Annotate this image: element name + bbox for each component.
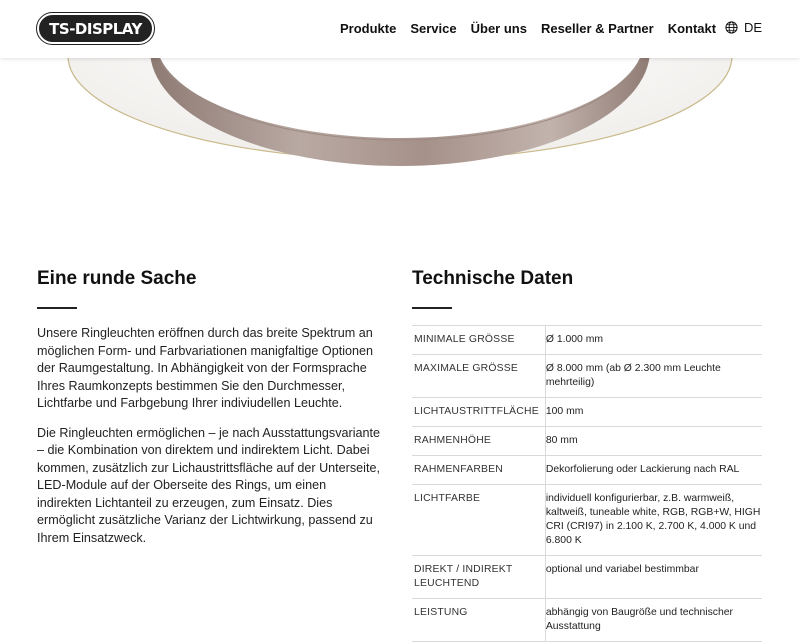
nav-produkte[interactable]: Produkte xyxy=(340,21,397,36)
spec-key: DIREKT / INDIREKT LEUCHTEND xyxy=(412,556,545,599)
ts-display-logo[interactable] xyxy=(37,13,154,44)
language-label: DE xyxy=(744,20,763,35)
spec-row xyxy=(412,326,762,355)
spec-key: MAXIMALE GRÖSSE xyxy=(412,355,545,398)
spec-value: optional und variabel bestimmbar xyxy=(545,556,762,599)
spec-row xyxy=(412,485,762,556)
spec-key: MINIMALE GRÖSSE xyxy=(412,326,545,355)
spec-key: RAHMENFARBEN xyxy=(412,456,545,485)
site-header xyxy=(0,0,800,58)
specs-title-divider xyxy=(412,307,452,309)
language-switcher[interactable] xyxy=(725,20,762,35)
globe-icon xyxy=(725,21,738,34)
spec-value: abhängig von Baugröße und technischer Ausstattung xyxy=(545,599,762,642)
spec-row xyxy=(412,556,762,599)
spec-key: RAHMENHÖHE xyxy=(412,427,545,456)
intro-title-divider xyxy=(37,307,77,309)
intro-paragraph-2: Die Ringleuchten ermöglichen – je nach Ausstattungsvariante – die Kombination von direktem und indirektem Licht. Dabei kommen, zusätzlich zur Lichaustrittsfläche auf der Unterseite, LED-Module auf der Oberseite des Rings, um einen indirekten Lichtanteil zu erzeugen, zum Einsatz. Dies ermöglicht zusätzliche Varianz der Lichtwirkung, passend zu Ihrem Einsatzweck. xyxy=(37,425,381,545)
spec-value: 80 mm xyxy=(545,427,762,456)
specs-table xyxy=(412,325,762,642)
technical-data-section xyxy=(412,268,762,642)
spec-row xyxy=(412,355,762,398)
spec-key: LICHTFARBE xyxy=(412,485,545,556)
intro-section xyxy=(37,268,382,547)
specs-title: Technische Daten xyxy=(412,268,574,289)
intro-title: Eine runde Sache xyxy=(37,268,197,289)
main-nav xyxy=(340,21,730,36)
spec-row xyxy=(412,599,762,642)
nav-reseller-partner[interactable]: Reseller & Partner xyxy=(540,21,654,36)
logo-text: TS-DISPLAY xyxy=(49,19,142,38)
spec-value: 100 mm xyxy=(545,398,762,427)
nav-ueber-uns[interactable]: Über uns xyxy=(470,21,527,36)
nav-kontakt[interactable]: Kontakt xyxy=(667,21,717,36)
spec-value: individuell konfigurierbar, z.B. warmweiß, kaltweiß, tuneable white, RGB, RGB+W, HIGH CRI (CRI97) in 2.100 K, 2.700 K, 4.000 K und 6.800 K xyxy=(545,485,762,556)
spec-value: Ø 1.000 mm xyxy=(545,326,762,355)
spec-row xyxy=(412,398,762,427)
spec-value: Dekorfolierung oder Lackierung nach RAL xyxy=(545,456,762,485)
spec-key: LEISTUNG xyxy=(412,599,545,642)
spec-key: LICHTAUSTRITTFLÄCHE xyxy=(412,398,545,427)
spec-row xyxy=(412,456,762,485)
intro-paragraph-1: Unsere Ringleuchten eröffnen durch das breite Spektrum an möglichen Form- und Farbvariationen manigfaltige Optionen der Raumgestaltung. In Abhängigkeit von der Formsprache Ihres Raumkonzepts bestimmen Sie den Durchmesser, Lichtfarbe und Farbgebung Ihrer indiviudellen Leuchte. xyxy=(37,326,374,410)
spec-value: Ø 8.000 mm (ab Ø 2.300 mm Leuchte mehrteilig) xyxy=(545,355,762,398)
hero-ring-luminaire-image xyxy=(0,58,800,198)
nav-service[interactable]: Service xyxy=(410,21,457,36)
spec-row xyxy=(412,427,762,456)
